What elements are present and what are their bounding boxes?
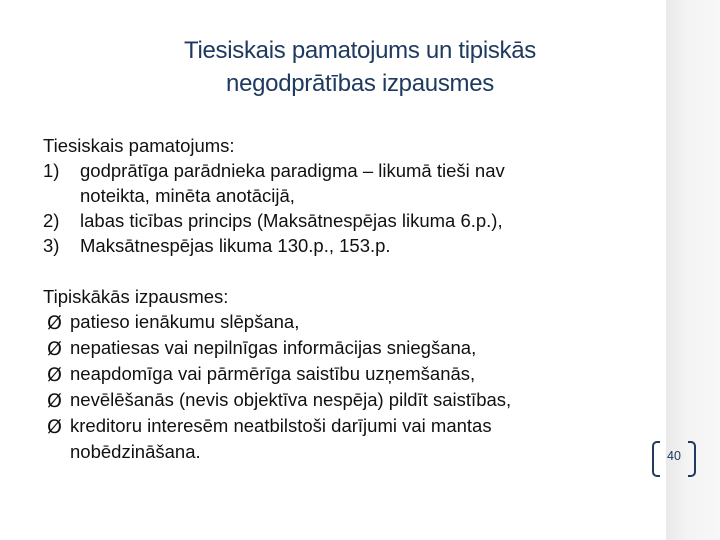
item-text: labas ticības princips (Maksātnespējas likuma 6.p.), bbox=[80, 210, 503, 231]
typical-item-4 bbox=[43, 387, 633, 413]
basis-item-1 bbox=[43, 158, 633, 183]
page-number-badge bbox=[652, 441, 696, 475]
typical-item-1 bbox=[43, 309, 633, 335]
item-text: nevēlēšanās (nevis objektīva nespēja) pildīt saistības, bbox=[70, 389, 512, 410]
basis-heading: Tiesiskais pamatojums: bbox=[43, 135, 235, 156]
title-line: Tiesiskais pamatojums un tipiskās bbox=[183, 37, 536, 64]
basis-item-3 bbox=[43, 233, 633, 258]
typical-item-5-continuation: nobēdzināšana. bbox=[70, 441, 201, 462]
item-text: godprātīga parādnieka paradigma – likumā tieši nav bbox=[80, 160, 505, 181]
item-text: Maksātnespējas likuma 130.p., 153.p. bbox=[80, 235, 391, 256]
basis-item-1-continuation: noteikta, minēta anotācijā, bbox=[80, 185, 295, 206]
basis-item-2 bbox=[43, 208, 633, 233]
typical-item-3 bbox=[43, 361, 633, 387]
item-number: 2) bbox=[43, 210, 60, 231]
slide-body bbox=[43, 133, 633, 464]
arrow-bullet-icon: Ø bbox=[47, 338, 62, 360]
item-text: patieso ienākumu slēpšana, bbox=[70, 311, 300, 332]
section-gap bbox=[43, 258, 633, 284]
arrow-bullet-icon: Ø bbox=[47, 312, 62, 334]
arrow-bullet-icon: Ø bbox=[47, 416, 62, 438]
title-line: negodprātības izpausmes bbox=[226, 70, 494, 97]
typical-item-5 bbox=[43, 413, 633, 439]
page-number: 40 bbox=[667, 449, 681, 463]
item-text: nepatiesas vai nepilnīgas informācijas sniegšana, bbox=[70, 337, 477, 358]
item-number: 3) bbox=[43, 235, 60, 256]
item-number: 1) bbox=[43, 160, 60, 181]
arrow-bullet-icon: Ø bbox=[47, 390, 62, 412]
item-text: neapdomīga vai pārmērīga saistību uzņemšanās, bbox=[70, 363, 476, 384]
typical-item-2 bbox=[43, 335, 633, 361]
arrow-bullet-icon: Ø bbox=[47, 364, 62, 386]
typical-heading: Tipiskākās izpausmes: bbox=[43, 286, 229, 307]
slide-title bbox=[60, 34, 660, 100]
item-text: kreditoru interesēm neatbilstoši darījumi vai mantas bbox=[70, 415, 492, 436]
